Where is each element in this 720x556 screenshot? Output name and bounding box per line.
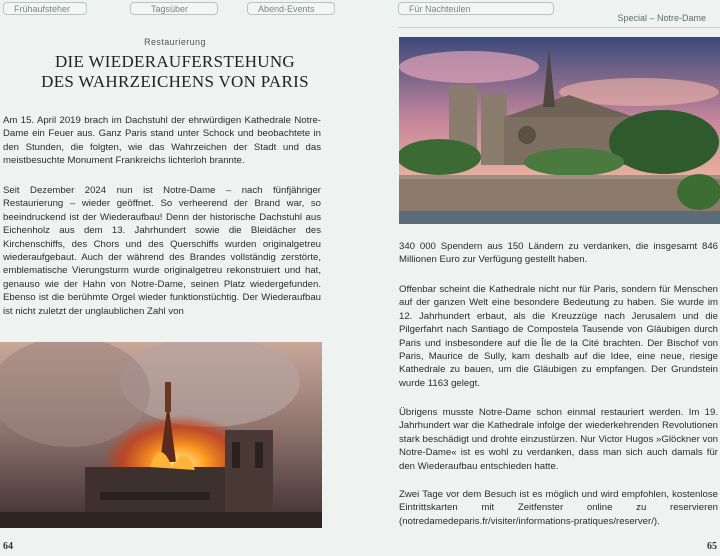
paragraph-reconstruction: Seit Dezember 2024 nun ist Notre-Dame – nach fünfjähriger Restaurierung – wieder geöffnet. So verheerend der Brand war, so beeindruckend ist der Wiederaufbau! Denn der historische Dachstuhl aus Eichenholz aus dem 13. Jahrhundert sowie die Bleidächer des Kirchenschiffs, des Chors und des Querschiffs wurden originalgetreu wiederaufgebaut. Auch der während des Brandes vollständig zerstörte, emblematische Vierungsturm wurde originalgetreu rekonstruiert und hat, genauso wie der Hahn von Notre-Dame, seinen Platz wiedergefunden. Ebenso ist die berühmte Orgel wieder funktionstüchtig. Der Wiederaufbau ist nicht zuletzt der unglaublichen Zahl von — [3, 185, 321, 317]
paragraph-history: Offenbar scheint die Kathedrale nicht nur für Paris, sondern für Menschen auf der ganzen Welt eine besondere Bedeutung zu haben. Sie wurde im 12. Jahrhundert erbaut, als die Kreuzzüge nach Jerusalem und die Pilgerfahrt nach Santiago de Compostela Tausende von Gläubigen durch Paris und insbesondere auf die Île de la Cité brachten. Der Bischof von Paris, Maurice de Sully, kam deshalb auf die Idee, eine neue, riesige Kathedrale zu bauen, um die Gläubigen zu empfangen. Der Grundstein wurde 1163 gelegt. — [399, 284, 718, 389]
tab-fruehaufsteher[interactable]: Frühaufsteher — [3, 2, 87, 15]
tab-nachteulen[interactable]: Für Nachteulen — [398, 2, 554, 15]
notre-dame-exterior-photo — [399, 37, 720, 224]
cathedral-fire-photo — [0, 342, 322, 528]
running-head: Special – Notre-Dame — [617, 13, 706, 23]
header-rule — [398, 27, 720, 28]
title-line-2: DES WAHRZEICHENS VON PARIS — [41, 72, 309, 91]
paragraph-donors: 340 000 Spendern aus 150 Ländern zu verdanken, die insgesamt 846 Millionen Euro zur Verfügung gestellt haben. — [399, 241, 718, 266]
page-number-left: 64 — [3, 541, 13, 552]
paragraph-restoration-19th: Übrigens musste Notre-Dame schon einmal restauriert werden. Im 19. Jahrhundert war die Kathedrale infolge der wiederkehrenden Revolutionen stark beschädigt und drohte einzustürzen. Nur Victor Hugos »Glöckner von Notre-Dame« ist es wohl zu verdanken, dass man sich auch damals für den Wiederaufbau entschieden hatte. — [399, 407, 718, 472]
title-line-1: DIE WIEDERAUFERSTEHUNG — [54, 52, 296, 71]
tab-abend-events[interactable]: Abend-Events — [247, 2, 335, 15]
paragraph-intro: Am 15. April 2019 brach im Dachstuhl der ehrwürdigen Kathedrale Notre-Dame ein Feuer aus. Ganz Paris stand unter Schock und beobachtete in den Stunden, die folgten, wie das Wahrzeichen der Stadt und das meistbesuchte Monument Frankreichs lichterloh brannte. — [3, 115, 321, 167]
chapter-tabs — [0, 2, 720, 18]
tab-label: Tagsüber — [151, 4, 189, 14]
section-kicker: Restaurierung — [144, 37, 206, 47]
paragraph-tickets: Zwei Tage vor dem Besuch ist es möglich und wird empfohlen, kostenlose Eintrittskarten mit Zeitfenster online zu reservieren (notredamedeparis.fr/visiter/informations-pratiques/reserver/). — [399, 489, 718, 527]
page-title — [0, 52, 350, 92]
page-number-right: 65 — [707, 541, 717, 552]
tab-tagsueber[interactable] — [130, 2, 218, 15]
